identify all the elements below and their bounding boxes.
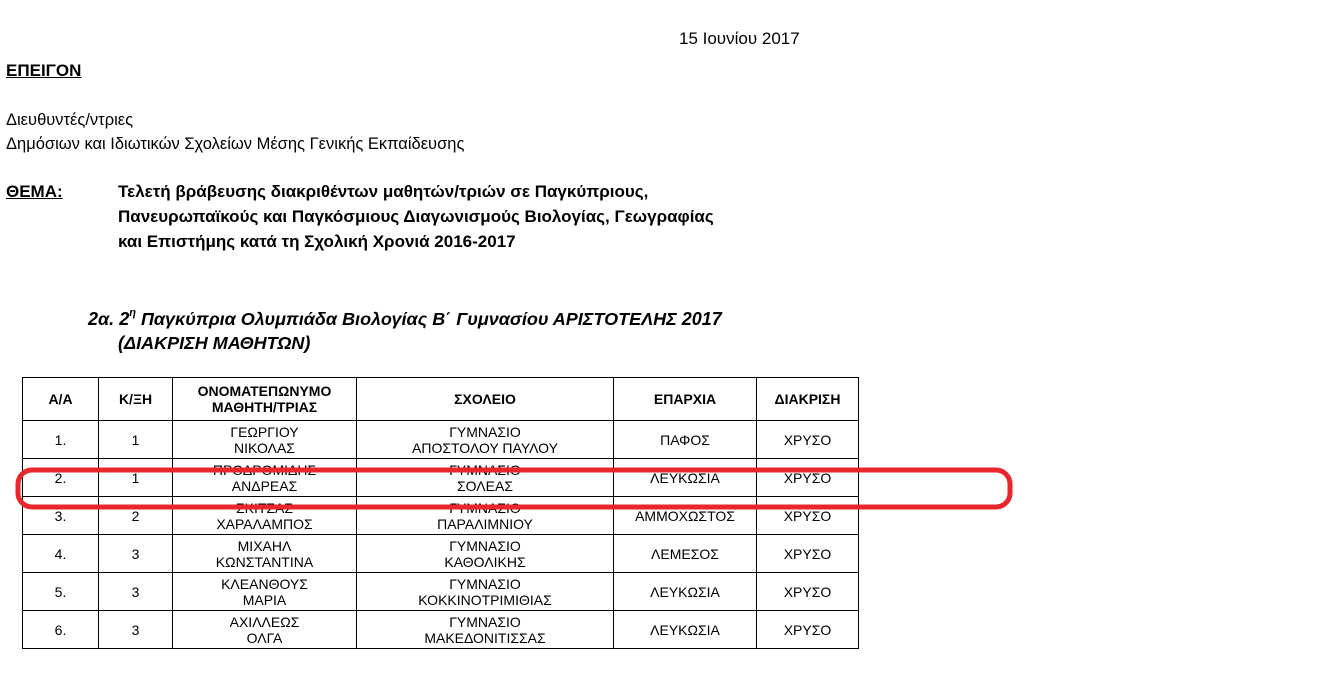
cell-index: 6. xyxy=(23,611,99,649)
cell-district: ΛΕΥΚΩΣΙΑ xyxy=(614,573,757,611)
cell-student-name xyxy=(173,459,357,497)
cell-award: ΧΡΥΣΟ xyxy=(757,535,859,573)
school-type: ΓΥΜΝΑΣΙΟ xyxy=(449,499,521,516)
cell-school xyxy=(357,421,614,459)
cell-student-name xyxy=(173,535,357,573)
student-surname: ΣΚΙΤΣΑΣ xyxy=(235,499,294,516)
header-name xyxy=(173,378,357,421)
cell-district: ΛΕΥΚΩΣΙΑ xyxy=(614,611,757,649)
student-surname: ΓΕΩΡΓΙΟΥ xyxy=(230,423,299,440)
header-class: Κ/ΞΗ xyxy=(99,378,173,421)
student-firstname: ΑΝΔΡΕΑΣ xyxy=(231,477,298,494)
cell-index: 3. xyxy=(23,497,99,535)
recipient-line: Δημόσιων και Ιδιωτικών Σχολείων Μέσης Γενικής Εκπαίδευσης xyxy=(6,135,465,153)
cell-student-name xyxy=(173,421,357,459)
section-ordinal: 2 xyxy=(119,309,130,329)
school-type: ΓΥΜΝΑΣΙΟ xyxy=(449,537,521,554)
awards-table xyxy=(22,377,859,649)
cell-class: 3 xyxy=(99,573,173,611)
subject-label: ΘΕΜΑ: xyxy=(6,182,63,201)
cell-school xyxy=(357,535,614,573)
cell-school xyxy=(357,459,614,497)
school-name: ΜΑΚΕΔΟΝΙΤΙΣΣΑΣ xyxy=(424,629,546,646)
cell-index: 5. xyxy=(23,573,99,611)
student-firstname: ΚΩΝΣΤΑΝΤΙΝΑ xyxy=(215,553,314,570)
student-surname: ΜΙΧΑΗΛ xyxy=(237,537,292,554)
cell-district: ΠΑΦΟΣ xyxy=(614,421,757,459)
cell-student-name xyxy=(173,573,357,611)
school-name: ΣΟΛΕΑΣ xyxy=(457,477,513,494)
table-header-row xyxy=(23,378,859,421)
cell-class: 3 xyxy=(99,535,173,573)
section-ordinal-suffix: η xyxy=(129,307,136,319)
cell-award: ΧΡΥΣΟ xyxy=(757,573,859,611)
cell-school xyxy=(357,611,614,649)
section-subtitle: (ΔΙΑΚΡΙΣΗ ΜΑΘΗΤΩΝ) xyxy=(118,333,311,353)
cell-class: 1 xyxy=(99,459,173,497)
cell-award: ΧΡΥΣΟ xyxy=(757,611,859,649)
cell-index: 2. xyxy=(23,459,99,497)
student-firstname: ΧΑΡΑΛΑΜΠΟΣ xyxy=(216,515,313,532)
urgent-label: ΕΠΕΙΓΟΝ xyxy=(6,61,82,80)
table-row xyxy=(23,535,859,573)
cell-award: ΧΡΥΣΟ xyxy=(757,421,859,459)
header-award: ΔΙΑΚΡΙΣΗ xyxy=(757,378,859,421)
cell-class: 3 xyxy=(99,611,173,649)
letter-date: 15 Ιουνίου 2017 xyxy=(679,29,800,48)
subject-line: και Επιστήμης κατά τη Σχολική Χρονιά 2016-2017 xyxy=(118,232,516,251)
cell-school xyxy=(357,573,614,611)
subject-line: Τελετή βράβευσης διακριθέντων μαθητών/τριών σε Παγκύπριους, xyxy=(118,182,649,201)
student-surname: ΑΧΙΛΛΕΩΣ xyxy=(229,613,300,630)
subject-line: Πανευρωπαϊκούς και Παγκόσμιους Διαγωνισμούς Βιολογίας, Γεωγραφίας xyxy=(118,207,714,226)
cell-class: 1 xyxy=(99,421,173,459)
cell-award: ΧΡΥΣΟ xyxy=(757,459,859,497)
cell-index: 1. xyxy=(23,421,99,459)
table-row xyxy=(23,421,859,459)
table-row xyxy=(23,573,859,611)
school-type: ΓΥΜΝΑΣΙΟ xyxy=(449,423,521,440)
table-row xyxy=(23,497,859,535)
header-name-line: ΜΑΘΗΤΗ/ΤΡΙΑΣ xyxy=(211,399,318,415)
section-title xyxy=(88,309,722,330)
student-surname: ΚΛΕΑΝΘΟΥΣ xyxy=(221,575,308,592)
table-row xyxy=(23,611,859,649)
school-name: ΠΑΡΑΛΙΜΝΙΟΥ xyxy=(437,515,533,532)
header-index: Α/Α xyxy=(23,378,99,421)
student-firstname: ΝΙΚΟΛΑΣ xyxy=(234,439,295,456)
header-school: ΣΧΟΛΕΙΟ xyxy=(357,378,614,421)
school-type: ΓΥΜΝΑΣΙΟ xyxy=(449,461,521,478)
table-row xyxy=(23,459,859,497)
header-district: ΕΠΑΡΧΙΑ xyxy=(614,378,757,421)
cell-district: ΛΕΥΚΩΣΙΑ xyxy=(614,459,757,497)
cell-award: ΧΡΥΣΟ xyxy=(757,497,859,535)
school-name: ΑΠΟΣΤΟΛΟΥ ΠΑΥΛΟΥ xyxy=(412,439,558,456)
cell-student-name xyxy=(173,497,357,535)
school-name: ΚΑΘΟΛΙΚΗΣ xyxy=(444,553,526,570)
school-type: ΓΥΜΝΑΣΙΟ xyxy=(449,613,521,630)
student-firstname: ΜΑΡΙΑ xyxy=(242,591,287,608)
section-number: 2α. xyxy=(88,309,115,329)
cell-district: ΛΕΜΕΣΟΣ xyxy=(614,535,757,573)
student-surname: ΠΡΟΔΡΟΜΙΔΗΣ xyxy=(212,461,317,478)
section-title-text: Παγκύπρια Ολυμπιάδα Βιολογίας Β΄ Γυμνασίου ΑΡΙΣΤΟΤΕΛΗΣ 2017 xyxy=(140,309,722,329)
header-name-line: ΟΝΟΜΑΤΕΠΩΝΥΜΟ xyxy=(197,383,332,399)
cell-district: ΑΜΜΟΧΩΣΤΟΣ xyxy=(614,497,757,535)
school-name: ΚΟΚΚΙΝΟΤΡΙΜΙΘΙΑΣ xyxy=(418,591,552,608)
cell-class: 2 xyxy=(99,497,173,535)
recipient-line: Διευθυντές/ντριες xyxy=(6,111,134,129)
cell-school xyxy=(357,497,614,535)
student-firstname: ΟΛΓΑ xyxy=(246,629,283,646)
school-type: ΓΥΜΝΑΣΙΟ xyxy=(449,575,521,592)
cell-index: 4. xyxy=(23,535,99,573)
cell-student-name xyxy=(173,611,357,649)
